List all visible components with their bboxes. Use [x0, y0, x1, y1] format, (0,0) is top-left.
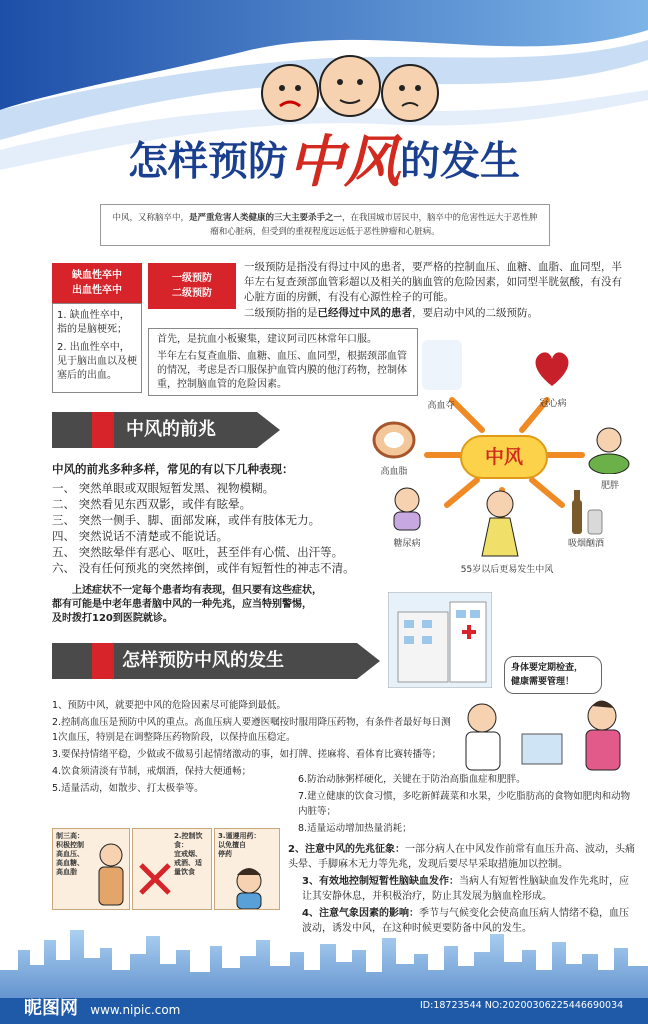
- title-part3: 的发生: [400, 138, 520, 185]
- note-line: 都有可能是中老年患者脑中风的一种先兆，应当特别警惕，: [52, 599, 312, 610]
- risk-factor-3: 高血脂: [380, 467, 408, 477]
- note-line: 上述症状不一定每个患者均有表现，但只要有这些症状，: [72, 585, 322, 596]
- prevention-item: 7.建立健康的饮食习惯，多吃新鲜蔬菜和水果，少吃脂肪高的食物如肥肉和动物内脏等；: [298, 791, 631, 817]
- prevention-item: 4.饮食须清淡有节制，戒烟酒，保持大便通畅；: [52, 766, 252, 777]
- cartoon-line: 高血脂: [56, 868, 77, 876]
- watermark-id: ID:18723544 NO:20200306225446690034: [420, 1000, 624, 1011]
- elderly-woman-icon: [470, 488, 530, 558]
- risk-factor-2: 冠心病: [539, 399, 567, 409]
- prevention-list-right: [298, 772, 638, 836]
- fat-man-icon: [584, 424, 634, 474]
- tip-text: 一部分病人在中风发作前常有血压升高、波动，头痛头晕、手脚麻木无力等先兆，发现后要尽早采取措施加以控制。: [288, 844, 635, 870]
- intro-box: [100, 204, 550, 246]
- tip-text: 当病人有短暂性脑缺血发作先兆时，应让其安静休息，并积极治疗，防止其发展为脑血栓形成。: [302, 876, 629, 902]
- elderly-heads-illustration: [240, 48, 460, 128]
- levels-p2a: 二级预防指的是: [244, 307, 318, 319]
- levels-paragraph1: 一级预防是指没有得过中风的患者，要严格的控制血压、血糖、血脂、血同型，半年左右复查颈部血管彩超以及相关的脑血管的危险因素，如同型半胱氨酸，有没有心脏方面的房颤，有没有心源性栓子的可能。: [244, 261, 622, 303]
- speech-bubble: [504, 656, 602, 694]
- cartoon-head: 2.控制饮食：: [174, 832, 203, 849]
- no-smoking-icon: [135, 859, 175, 899]
- types-item2: 2. 出血性卒中，见于脑出血以及梗塞后的出血。: [57, 342, 137, 381]
- prevention-item: 1、预防中风，就要把中风的危险因素尽可能降到最低。: [52, 700, 287, 711]
- risk-factor-6: 吸烟酗酒: [567, 539, 604, 549]
- tip-title: 2、注意中风的先兆征象：: [288, 844, 405, 855]
- title-part2: 中风: [288, 130, 400, 195]
- intro-text-c: ，在我国城市居民中，脑卒中的危害性远大于恶性肿瘤和心脏病，但受到的重视程度远远低于恶性肿瘤和心脏病。: [210, 213, 538, 237]
- types-item1: 1. 缺血性卒中，指的是脑梗死；: [57, 310, 130, 335]
- watermark-site: [24, 994, 180, 1020]
- page-title: [0, 118, 648, 198]
- risk-factor-5: 糖尿病: [393, 539, 421, 549]
- old-man-icon: [93, 841, 129, 907]
- risk-factor-1: 高血夺: [427, 401, 455, 411]
- levels-p2b: 已经得过中风的患者: [317, 307, 412, 319]
- note-line: 及时拨打120到医院就诊。: [52, 613, 173, 624]
- prevention-item: 6.防治动脉粥样硬化，关键在于防治高脂血症和肥胖。: [298, 774, 526, 785]
- levels-paragraph2: [244, 306, 624, 321]
- tip-title: 4、注意气象因素的影响：: [302, 908, 419, 919]
- cartoon-line: 量饮食: [174, 868, 195, 876]
- cartoon-head: 3.谨遵用药：: [218, 832, 261, 840]
- precursor-item: 四、 突然说话不清楚或不能说话。: [52, 529, 229, 543]
- banner-precursors-label: 中风的前兆: [126, 419, 216, 440]
- levels-box2: 半年左右复查血脂、血糖、血压、血同型，根据颈部血管的情况，考虑是否口服保护血管内膜的他汀药物，控制体重，控制脑血管的危险因素。: [157, 351, 407, 390]
- cartoon-line: 宜戒烟、: [174, 850, 202, 858]
- types-tab-line2: 出血性卒中: [72, 285, 122, 296]
- banner-prevention-label: 怎样预防中风的发生: [122, 650, 284, 671]
- prevention-item: 8.适量运动增加热量消耗；: [298, 823, 412, 834]
- checkup-illustration: [452, 656, 642, 772]
- prevention-item: 3.要保持情绪平稳，少做或不做易引起情绪激动的事，如打牌、搓麻将、看体育比赛转播等；: [52, 749, 442, 760]
- tip-item: [288, 842, 638, 872]
- precursor-item: 一、 突然单眼或双眼短暂发黑、视物模糊。: [52, 481, 275, 495]
- precursors-list: [52, 480, 412, 576]
- cartoon-line: 高血压、: [56, 850, 84, 858]
- doctor-patient-icon: [452, 694, 642, 772]
- cartoon-line: 以免擅自: [218, 841, 246, 849]
- title-part1: 怎样预防: [128, 138, 288, 185]
- cartoon-line: 积极控制: [56, 841, 84, 849]
- risk-center: [460, 435, 548, 479]
- prevention-item: 2.控制高血压是预防中风的重点。高血压病人要遵医嘱按时服用降压药物，有条件者最好每日测1次血压，特别是在调整降压药物阶段，以保持血压稳定。: [52, 717, 451, 743]
- risk-diagram: [372, 340, 640, 580]
- precursors-note: [52, 584, 392, 626]
- heart-icon: [530, 346, 574, 390]
- levels-box1: 首先，是抗血小板聚集，建议阿司匹林常年口服。: [157, 334, 377, 345]
- risk-center-label: 中风: [484, 446, 523, 468]
- bubble-line2: 健康需要管理！: [511, 677, 575, 687]
- tip-title: 3、有效地控制短暂性脑缺血发作：: [302, 876, 459, 887]
- cartoon-panel-3: [214, 828, 280, 910]
- types-tab-line1: 缺血性卒中: [72, 270, 122, 281]
- levels-p2c: ，要启动中风的二级预防。: [412, 307, 538, 319]
- prevention-item: 5.适量活动，如散步、打太极拳等。: [52, 783, 204, 794]
- bottle-icon: [568, 486, 608, 536]
- levels-tab: [148, 263, 236, 309]
- doctor-illustration: [422, 340, 462, 390]
- watermark-url: www.nipic.com: [90, 1003, 181, 1017]
- levels-tab-line1: 一级预防: [172, 273, 212, 284]
- intro-text-b: 是严重危害人类健康的三大主要杀手之一: [188, 213, 342, 223]
- precursor-item: 二、 突然看见东西双影，或伴有眩晕。: [52, 497, 252, 511]
- bubble-line1: 身体要定期检查，: [511, 663, 584, 673]
- tip-item: [288, 874, 638, 904]
- types-tab: [52, 263, 142, 303]
- cartoon-line: 戒酒、适: [174, 859, 202, 867]
- precursors-lead: 中风的前兆多种多样，常见的有以下几种表现：: [52, 462, 294, 476]
- precursor-item: 三、 突然一侧手、脚、面部发麻，或伴有肢体无力。: [52, 513, 321, 527]
- risk-factor-4: 肥胖: [600, 481, 619, 491]
- tip-text: 季节与气候变化会使高血压病人情绪不稳，血压波动，诱发中风，在这种时候更要防备中风的发生。: [302, 908, 629, 934]
- risk-caption: 55岁以后更易发生中风: [460, 565, 554, 575]
- types-list: [52, 303, 142, 393]
- intro-text-a: 中风，又称脑卒中，: [112, 213, 189, 223]
- precursor-item: 六、 没有任何预兆的突然摔倒，或伴有短暂性的神志不清。: [52, 561, 355, 575]
- cartoon-panel-1: [52, 828, 130, 910]
- woman-phone-icon: [229, 865, 269, 909]
- watermark-site-name: 昵图网: [24, 998, 78, 1019]
- cartoon-head: 制三高：: [56, 832, 84, 840]
- levels-tab-line2: 二级预防: [172, 288, 212, 299]
- artery-icon: [372, 420, 416, 460]
- precursor-item: 五、 突然眩晕伴有恶心、呕吐，甚至伴有心慌、出汗等。: [52, 545, 344, 559]
- cartoon-line: 高血糖、: [56, 859, 84, 867]
- cartoon-panel-2: [132, 828, 212, 910]
- cartoon-line: 停药: [218, 850, 232, 858]
